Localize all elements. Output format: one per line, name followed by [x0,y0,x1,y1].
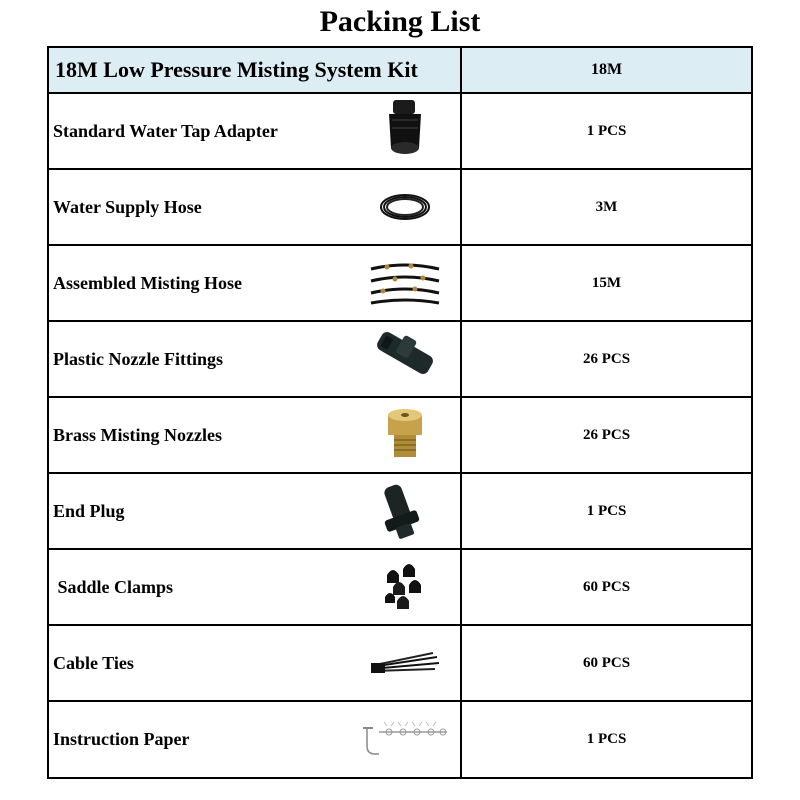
saddle-clamps-icon [350,552,460,622]
table-row [48,397,752,473]
item-qty: 60 PCS [461,625,752,701]
table-row [48,549,752,625]
item-qty: 60 PCS [461,549,752,625]
coiled-hose-icon [350,172,460,242]
packing-list-table [47,46,753,779]
item-qty: 1 PCS [461,473,752,549]
item-name: Water Supply Hose [53,196,202,217]
item-qty: 26 PCS [461,321,752,397]
item-name: End Plug [53,500,125,521]
table-row [48,473,752,549]
item-qty: 1 PCS [461,93,752,169]
kit-name: 18M Low Pressure Misting System Kit [55,57,418,82]
item-name: Standard Water Tap Adapter [53,120,278,141]
item-name: Saddle Clamps [53,576,174,597]
page-title: Packing List [319,5,481,38]
kit-length: 18M [461,47,752,93]
cable-ties-icon [350,628,460,698]
item-name: Plastic Nozzle Fittings [53,348,223,369]
table-row [48,625,752,701]
item-qty: 15M [461,245,752,321]
table-header-row [48,47,752,93]
item-qty: 26 PCS [461,397,752,473]
tap-adapter-icon [350,96,460,166]
table-row [48,321,752,397]
item-name: Instruction Paper [53,729,190,749]
tee-fitting-icon [350,324,460,394]
item-name: Cable Ties [53,652,134,673]
item-qty: 1 PCS [461,701,752,778]
table-row [48,93,752,169]
item-qty: 3M [461,169,752,245]
table-row [48,701,752,778]
item-name: Assembled Misting Hose [53,272,242,293]
table-row [48,169,752,245]
instruction-diagram-icon [350,705,460,775]
kit-name-cell [48,47,461,93]
table-row [48,245,752,321]
item-name: Brass Misting Nozzles [53,424,222,445]
brass-nozzle-icon [350,400,460,470]
misting-hose-icon [350,248,460,318]
end-plug-icon [350,476,460,546]
